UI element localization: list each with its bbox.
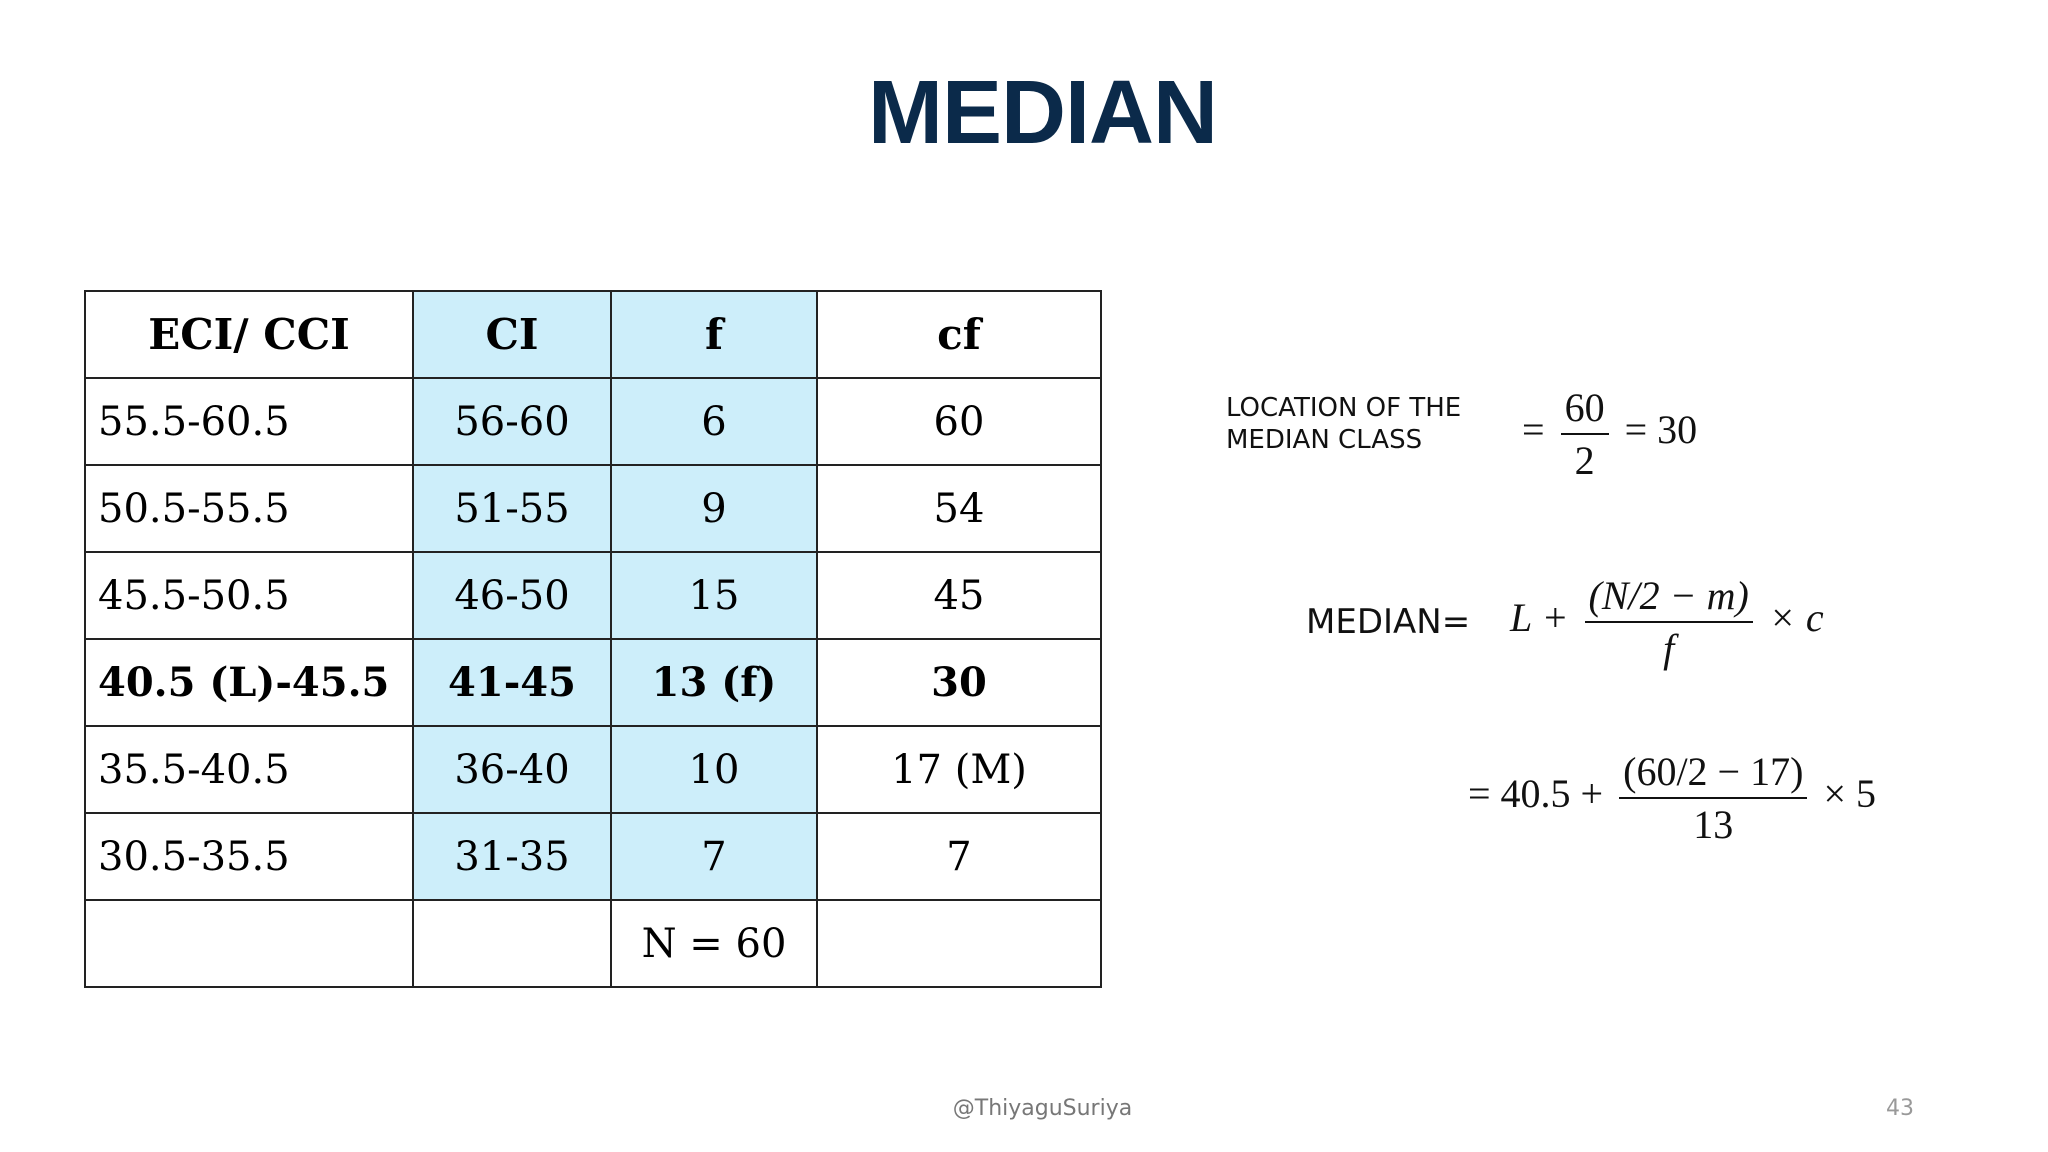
substitution-fraction	[1619, 748, 1807, 848]
cell-f: 6	[611, 378, 817, 465]
cell-cf: 45	[817, 552, 1101, 639]
median-formula	[1510, 572, 1824, 672]
location-label-line2: MEDIAN CLASS	[1226, 425, 1423, 455]
location-label-line1: LOCATION OF THE	[1226, 393, 1462, 423]
cell-cf: 30	[817, 639, 1101, 726]
cell-empty	[413, 900, 611, 987]
header-f: f	[611, 291, 817, 378]
location-numerator: 60	[1561, 384, 1609, 435]
slide-title: MEDIAN	[868, 63, 1217, 163]
table-row-median-class	[85, 639, 1101, 726]
location-eq-sign: =	[1522, 407, 1545, 453]
table-row	[85, 465, 1101, 552]
formula-fraction	[1585, 572, 1753, 672]
cell-ci: 56-60	[413, 378, 611, 465]
page-number: 43	[1886, 1096, 1914, 1121]
cell-f: 10	[611, 726, 817, 813]
cell-cf: 17 (M)	[817, 726, 1101, 813]
location-fraction	[1561, 384, 1609, 484]
cell-f: 15	[611, 552, 817, 639]
header-eci-cci: ECI/ CCI	[85, 291, 413, 378]
footer-handle: @ThiyaguSuriya	[952, 1096, 1133, 1121]
header-cf: cf	[817, 291, 1101, 378]
cell-ci: 46-50	[413, 552, 611, 639]
cell-eci: 35.5-40.5	[85, 726, 413, 813]
location-label	[1226, 392, 1461, 456]
cell-empty	[85, 900, 413, 987]
cell-eci: 45.5-50.5	[85, 552, 413, 639]
cell-f: 7	[611, 813, 817, 900]
cell-f: 13 (f)	[611, 639, 817, 726]
table-row	[85, 726, 1101, 813]
cell-f: 9	[611, 465, 817, 552]
formula-denominator: f	[1663, 626, 1675, 671]
substitution-tail: × 5	[1823, 771, 1876, 817]
table-row	[85, 813, 1101, 900]
formula-tail: × c	[1768, 595, 1824, 641]
frequency-table	[84, 290, 1102, 988]
table-row	[85, 378, 1101, 465]
location-denominator: 2	[1574, 438, 1595, 483]
table-header-row	[85, 291, 1101, 378]
cell-eci: 55.5-60.5	[85, 378, 413, 465]
cell-eci: 30.5-35.5	[85, 813, 413, 900]
cell-ci: 51-55	[413, 465, 611, 552]
median-substitution	[1468, 748, 1876, 848]
location-result: = 30	[1624, 407, 1698, 453]
substitution-numerator: (60/2 − 17)	[1619, 748, 1807, 799]
cell-ci: 41-45	[413, 639, 611, 726]
table-row	[85, 552, 1101, 639]
cell-cf: 60	[817, 378, 1101, 465]
formula-lhs: L +	[1510, 595, 1569, 641]
substitution-denominator: 13	[1693, 802, 1734, 847]
cell-eci: 40.5 (L)-45.5	[85, 639, 413, 726]
table-total-row	[85, 900, 1101, 987]
location-equation	[1522, 384, 1697, 484]
substitution-lhs: = 40.5 +	[1468, 771, 1604, 817]
cell-ci: 36-40	[413, 726, 611, 813]
cell-empty	[817, 900, 1101, 987]
header-ci: CI	[413, 291, 611, 378]
cell-eci: 50.5-55.5	[85, 465, 413, 552]
cell-cf: 7	[817, 813, 1101, 900]
formula-numerator: (N/2 − m)	[1585, 572, 1753, 623]
cell-ci: 31-35	[413, 813, 611, 900]
cell-total-n: N = 60	[611, 900, 817, 987]
cell-cf: 54	[817, 465, 1101, 552]
median-formula-label: MEDIAN=	[1306, 602, 1471, 642]
